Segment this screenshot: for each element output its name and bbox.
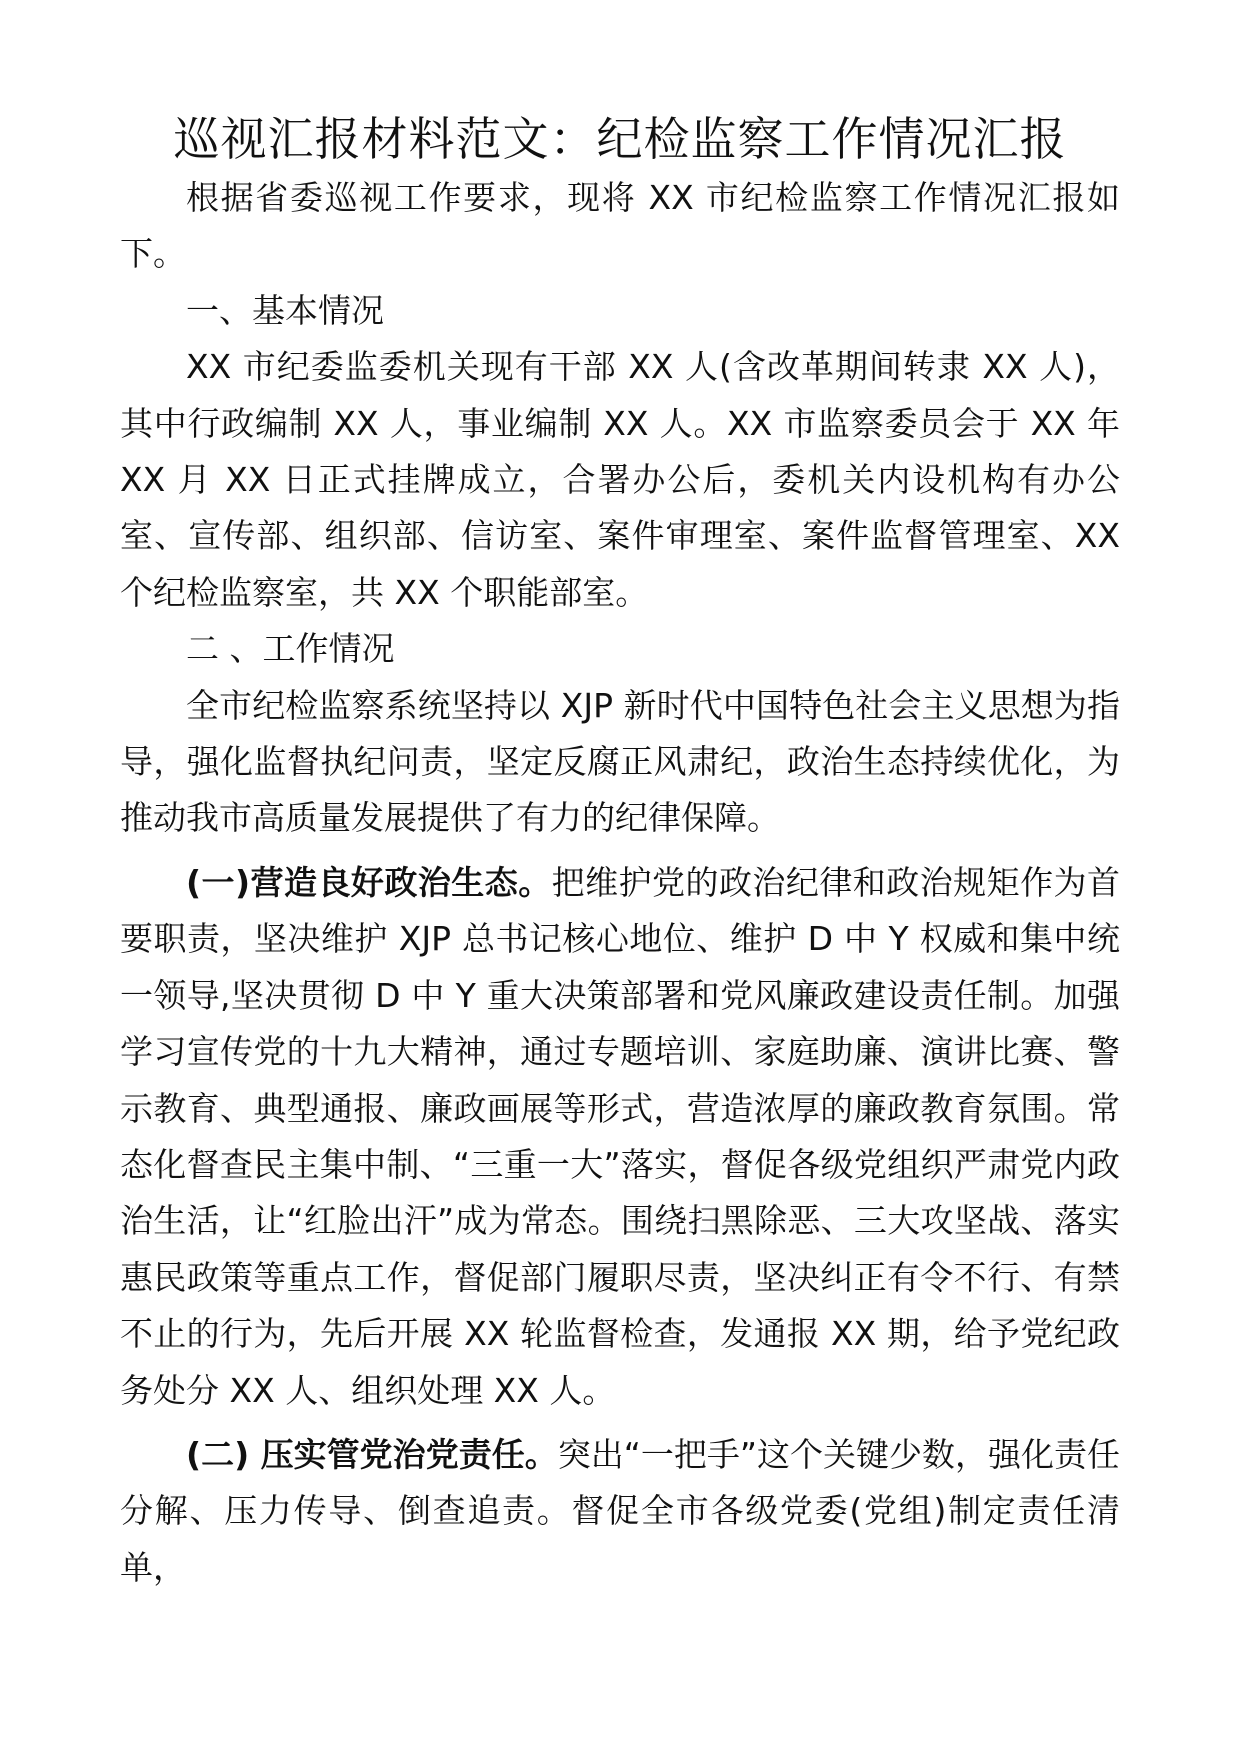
item-party-responsibility-text: 突出“一把手”这个关键少数，强化责任分解、压力传导、倒查追责。督促全市各级党委(党组)制定责任清单，	[120, 1434, 1120, 1587]
section-heading-basic-info: 一、基本情况	[186, 290, 384, 330]
work-status-paragraph: 全市纪检监察系统坚持以 XJP 新时代中国特色社会主义思想为指导，强化监督执纪问责，坚定反腐正风肃纪，政治生态持续优化，为推动我市高质量发展提供了有力的纪律保障。	[120, 685, 1120, 838]
item-party-responsibility	[120, 1427, 1120, 1596]
item-political-ecology-text: 把维护党的政治纪律和政治规矩作为首要职责，坚决维护 XJP 总书记核心地位、维护 D 中 Y 权威和集中统一领导,坚决贯彻 D 中 Y 重大决策部署和党风廉政建设责任制。加强学习宣传党的十九大精神，通过专题培训、家庭助廉、演讲比赛、警示教育、典型通报、廉政画展等形式，营造浓厚的廉政教育氛围。常态化督查民主集中制、“三重一大”落实，督促各级党组织严肃党内政治生活，让“红脸出汗”成为常态。围绕扫黑除恶、三大攻坚战、落实惠民政策等重点工作，督促部门履职尽责，坚决纠正有令不行、有禁不止的行为，先后开展 XX 轮监督检查，发通报 XX 期，给予党纪政务处分 XX 人、组织处理 XX 人。	[120, 862, 1121, 1410]
intro-paragraph: 根据省委巡视工作要求，现将 XX 市纪检监察工作情况汇报如下。	[120, 178, 1120, 274]
section-heading-work-status: 二 、工作情况	[186, 629, 395, 669]
document-body	[120, 170, 1120, 1596]
basic-info-paragraph: XX 市纪委监委机关现有干部 XX 人(含改革期间转隶 XX 人)，其中行政编制 XX 人，事业编制 XX 人。XX 市监察委员会于 XX 年 XX 月 XX 日正式挂牌成立，合署办公后，委机关内设机构有办公室、宣传部、组织部、信访室、案件审理室、案件监督管理室、XX 个纪检监察室，共 XX 个职能部室。	[120, 347, 1120, 612]
document-title: 巡视汇报材料范文：纪检监察工作情况汇报	[173, 112, 1067, 166]
item-political-ecology-lead: (一)营造良好政治生态。	[186, 862, 552, 902]
item-party-responsibility-lead: (二) 压实管党治党责任。	[186, 1434, 558, 1474]
item-political-ecology	[120, 855, 1120, 1419]
